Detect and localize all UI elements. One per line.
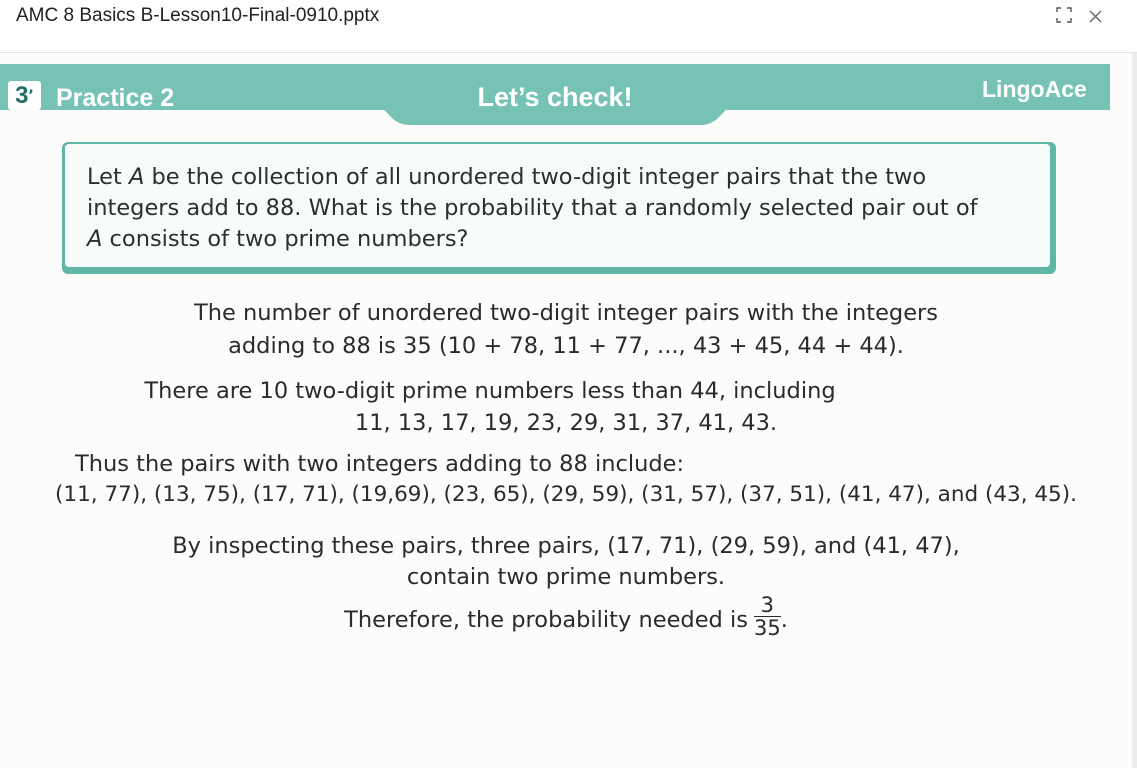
solution-line: (11, 77), (13, 75), (17, 71), (19,69), (23, 65), (29, 59), (31, 57), (37, 51), (41, 47), and (43, 45). bbox=[55, 482, 1077, 507]
question-text bbox=[87, 162, 1037, 255]
solution-line: contain two prime numbers. bbox=[406, 564, 726, 590]
question-text-part: consists of two prime numbers? bbox=[102, 226, 469, 252]
slide-title: Let’s check! bbox=[477, 82, 633, 112]
lesson-number: 3 bbox=[15, 81, 29, 109]
solution-line: Thus the pairs with two integers adding to 88 include: bbox=[75, 451, 685, 477]
solution-line: There are 10 two-digit prime numbers less than 44, including bbox=[144, 378, 836, 404]
window-titlebar bbox=[0, 0, 1137, 53]
final-answer-text: Therefore, the probability needed is bbox=[344, 607, 748, 633]
practice-label: Practice 2 bbox=[56, 84, 175, 112]
probability-fraction bbox=[754, 594, 781, 639]
final-answer bbox=[0, 593, 1132, 643]
question-box-inner bbox=[65, 144, 1050, 267]
question-line-3 bbox=[87, 224, 1037, 255]
final-period: . bbox=[780, 607, 788, 633]
lingoace-logo: LingoAce bbox=[982, 76, 1087, 102]
solution-line: The number of unordered two-digit integer pairs with the integers bbox=[193, 300, 939, 326]
question-line-2: integers add to 88. What is the probability that a randomly selected pair out of bbox=[87, 195, 978, 221]
scrollbar[interactable] bbox=[1132, 53, 1137, 768]
question-box bbox=[62, 142, 1056, 274]
solution-line: By inspecting these pairs, three pairs, (17, 71), (29, 59), and (41, 47), bbox=[172, 533, 960, 559]
lesson-number-badge bbox=[8, 81, 41, 110]
fraction-denominator: 35 bbox=[753, 616, 781, 640]
slide bbox=[0, 54, 1132, 768]
fraction-numerator: 3 bbox=[754, 594, 781, 617]
lesson-mark: ’ bbox=[28, 87, 34, 104]
set-variable: A bbox=[87, 226, 103, 252]
question-text-part: be the collection of all unordered two-digit integer pairs that the two bbox=[144, 164, 927, 190]
question-line-1 bbox=[87, 162, 1037, 193]
set-variable: A bbox=[128, 164, 145, 190]
question-text-part: Let bbox=[87, 164, 129, 190]
close-icon[interactable] bbox=[1084, 3, 1108, 27]
solution-line: adding to 88 is 35 (10 + 78, 11 + 77, ..., 43 + 45, 44 + 44). bbox=[228, 333, 904, 359]
window-title: AMC 8 Basics B-Lesson10-Final-0910.pptx bbox=[16, 5, 380, 26]
expand-icon[interactable] bbox=[1052, 3, 1076, 27]
solution-line: 11, 13, 17, 19, 23, 29, 31, 37, 41, 43. bbox=[354, 410, 778, 436]
